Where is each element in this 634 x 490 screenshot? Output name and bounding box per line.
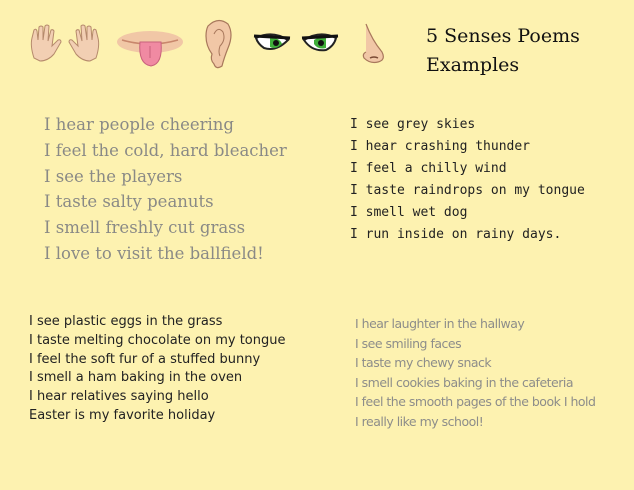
poem-line: I smell cookies baking in the cafeteria (355, 374, 573, 390)
poem-line: I hear laughter in the hallway (355, 316, 525, 331)
poem-line: I really like my school! (355, 413, 484, 429)
title-line-1: 5 Senses Poems (426, 25, 580, 47)
poem-line: I taste raindrops on my tongue (350, 183, 585, 198)
poem-line: I feel the smooth pages of the book I hold (355, 394, 596, 409)
poem-line: I taste melting chocolate on my tongue (29, 332, 286, 348)
poem-line: I see grey skies (350, 117, 476, 132)
nose-icon (363, 24, 383, 63)
title-line-2: Examples (426, 54, 520, 76)
poem-line: I see plastic eggs in the grass (29, 314, 223, 329)
poem-easter (29, 313, 285, 426)
poem-school (355, 314, 595, 431)
poem-line: I taste salty peanuts (44, 192, 214, 212)
poem-line: I see smiling faces (355, 335, 462, 351)
page-title (426, 22, 580, 80)
poem-line: I hear people cheering (44, 115, 234, 134)
poem-line: I smell freshly cut grass (44, 218, 246, 238)
poem-line: I feel a chilly wind (350, 161, 507, 176)
ear-icon (206, 20, 231, 67)
poem-line: I smell a ham baking in the oven (29, 370, 243, 386)
poem-ballfield (44, 112, 287, 267)
poem-line: I taste my chewy snack (355, 355, 492, 370)
poem-line: I feel the cold, hard bleacher (44, 140, 287, 160)
hands-icon (31, 25, 98, 61)
poem-line: I feel the soft fur of a stuffed bunny (29, 351, 261, 367)
tongue-icon (117, 31, 183, 66)
poem-line: I run inside on rainy days. (350, 227, 562, 242)
poem-line: I see the players (44, 166, 183, 186)
poem-line: I hear relatives saying hello (29, 389, 209, 405)
eyes-icon (254, 34, 338, 50)
poem-line: I hear crashing thunder (350, 139, 531, 154)
poem-line: I love to visit the ballfield! (44, 243, 264, 263)
poem-line: Easter is my favorite holiday (29, 407, 216, 423)
poem-rainy-days (350, 114, 585, 246)
poem-line: I smell wet dog (350, 205, 468, 220)
senses-icons (0, 0, 420, 80)
